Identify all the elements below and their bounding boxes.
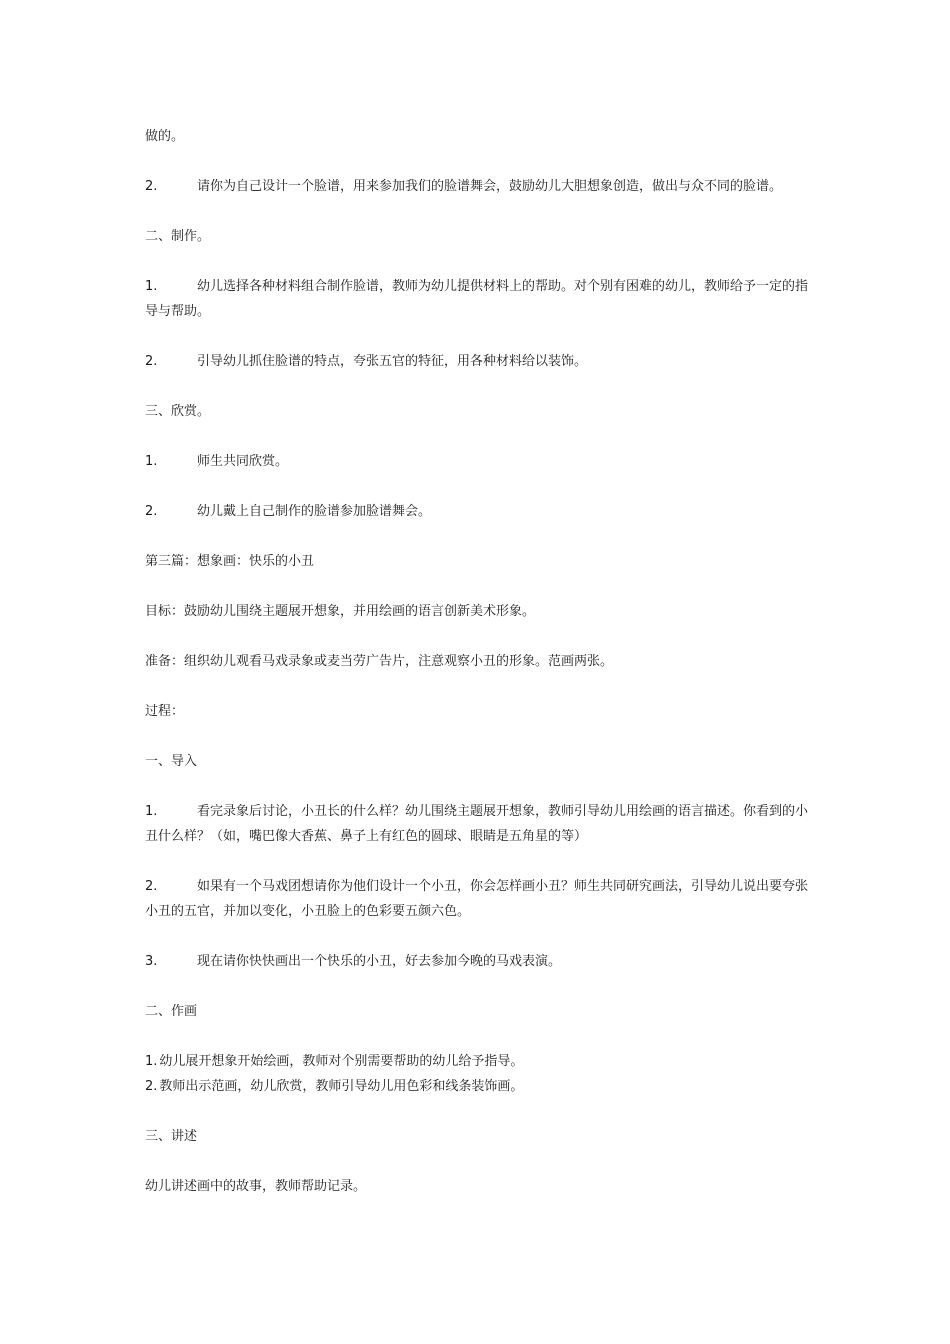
heading-text: 二、制作。 <box>145 229 211 244</box>
heading-text: 三、欣赏。 <box>145 404 211 419</box>
section-heading <box>145 749 810 774</box>
item-number: 1. <box>145 279 158 294</box>
list-item <box>145 449 810 474</box>
item-text: 幼儿戴上自己制作的脸谱参加脸谱舞会。 <box>197 504 432 519</box>
section-heading <box>145 1124 810 1149</box>
heading-text: 一、导入 <box>145 754 198 769</box>
list-item <box>145 499 810 524</box>
item-text: 引导幼儿抓住脸谱的特点，夸张五官的特征，用各种材料给以装饰。 <box>197 354 588 369</box>
item-text: 幼儿展开想象开始绘画，教师对个别需要帮助的幼儿给予指导。 <box>159 1054 524 1069</box>
list-item <box>145 274 810 324</box>
item-number: 2. <box>145 179 158 194</box>
heading-text: 三、讲述 <box>145 1129 198 1144</box>
list-item <box>145 949 810 974</box>
goal-paragraph <box>145 599 810 624</box>
section-heading <box>145 999 810 1024</box>
item-text: 教师出示范画，幼儿欣赏，教师引导幼儿用色彩和线条装饰画。 <box>159 1079 524 1094</box>
item-text: 现在请你快快画出一个快乐的小丑，好去参加今晚的马戏表演。 <box>197 954 562 969</box>
article-title <box>145 549 810 574</box>
paragraph-text: 幼儿讲述画中的故事，教师帮助记录。 <box>145 1179 367 1194</box>
item-text: 请你为自己设计一个脸谱，用来参加我们的脸谱舞会，鼓励幼儿大胆想象创造，做出与众不同的脸谱。 <box>197 179 783 194</box>
paragraph-text: 目标：鼓励幼儿围绕主题展开想象，并用绘画的语言创新美术形象。 <box>145 604 536 619</box>
paragraph-text: 准备：组织幼儿观看马戏录象或麦当劳广告片，注意观察小丑的形象。范画两张。 <box>145 654 614 669</box>
item-number: 2. <box>145 354 158 369</box>
paragraph <box>145 124 810 149</box>
section-heading <box>145 224 810 249</box>
item-number: 2. <box>145 1079 158 1094</box>
item-number: 2. <box>145 879 158 894</box>
list-item <box>145 799 810 849</box>
list-item <box>145 1049 810 1074</box>
item-number: 1. <box>145 1054 158 1069</box>
item-text: 如果有一个马戏团想请你为他们设计一个小丑，你会怎样画小丑？师生共同研究画法，引导幼儿说出要夸张小丑的五官，并加以变化，小丑脸上的色彩要五颜六色。 <box>145 879 809 919</box>
heading-text: 二、作画 <box>145 1004 198 1019</box>
paragraph <box>145 1174 810 1199</box>
item-number: 3. <box>145 954 158 969</box>
list-item <box>145 174 810 199</box>
paragraph-text: 做的。 <box>145 129 185 144</box>
item-text: 师生共同欣赏。 <box>197 454 289 469</box>
item-text: 看完录象后讨论，小丑长的什么样？幼儿围绕主题展开想象，教师引导幼儿用绘画的语言描述。你看到的小丑什么样？（如，嘴巴像大香蕉、鼻子上有红色的圆球、眼睛是五角星的等） <box>145 804 809 844</box>
list-item <box>145 1074 810 1099</box>
list-item <box>145 874 810 924</box>
item-number: 1. <box>145 804 158 819</box>
section-heading <box>145 399 810 424</box>
process-heading <box>145 699 810 724</box>
title-text: 第三篇：想象画：快乐的小丑 <box>145 554 315 569</box>
list-item <box>145 349 810 374</box>
heading-text: 过程： <box>145 704 185 719</box>
item-number: 2. <box>145 504 158 519</box>
item-number: 1. <box>145 454 158 469</box>
item-text: 幼儿选择各种材料组合制作脸谱，教师为幼儿提供材料上的帮助。对个别有困难的幼儿，教师给予一定的指导与帮助。 <box>145 279 809 319</box>
document-page <box>145 124 810 1224</box>
preparation-paragraph <box>145 649 810 674</box>
